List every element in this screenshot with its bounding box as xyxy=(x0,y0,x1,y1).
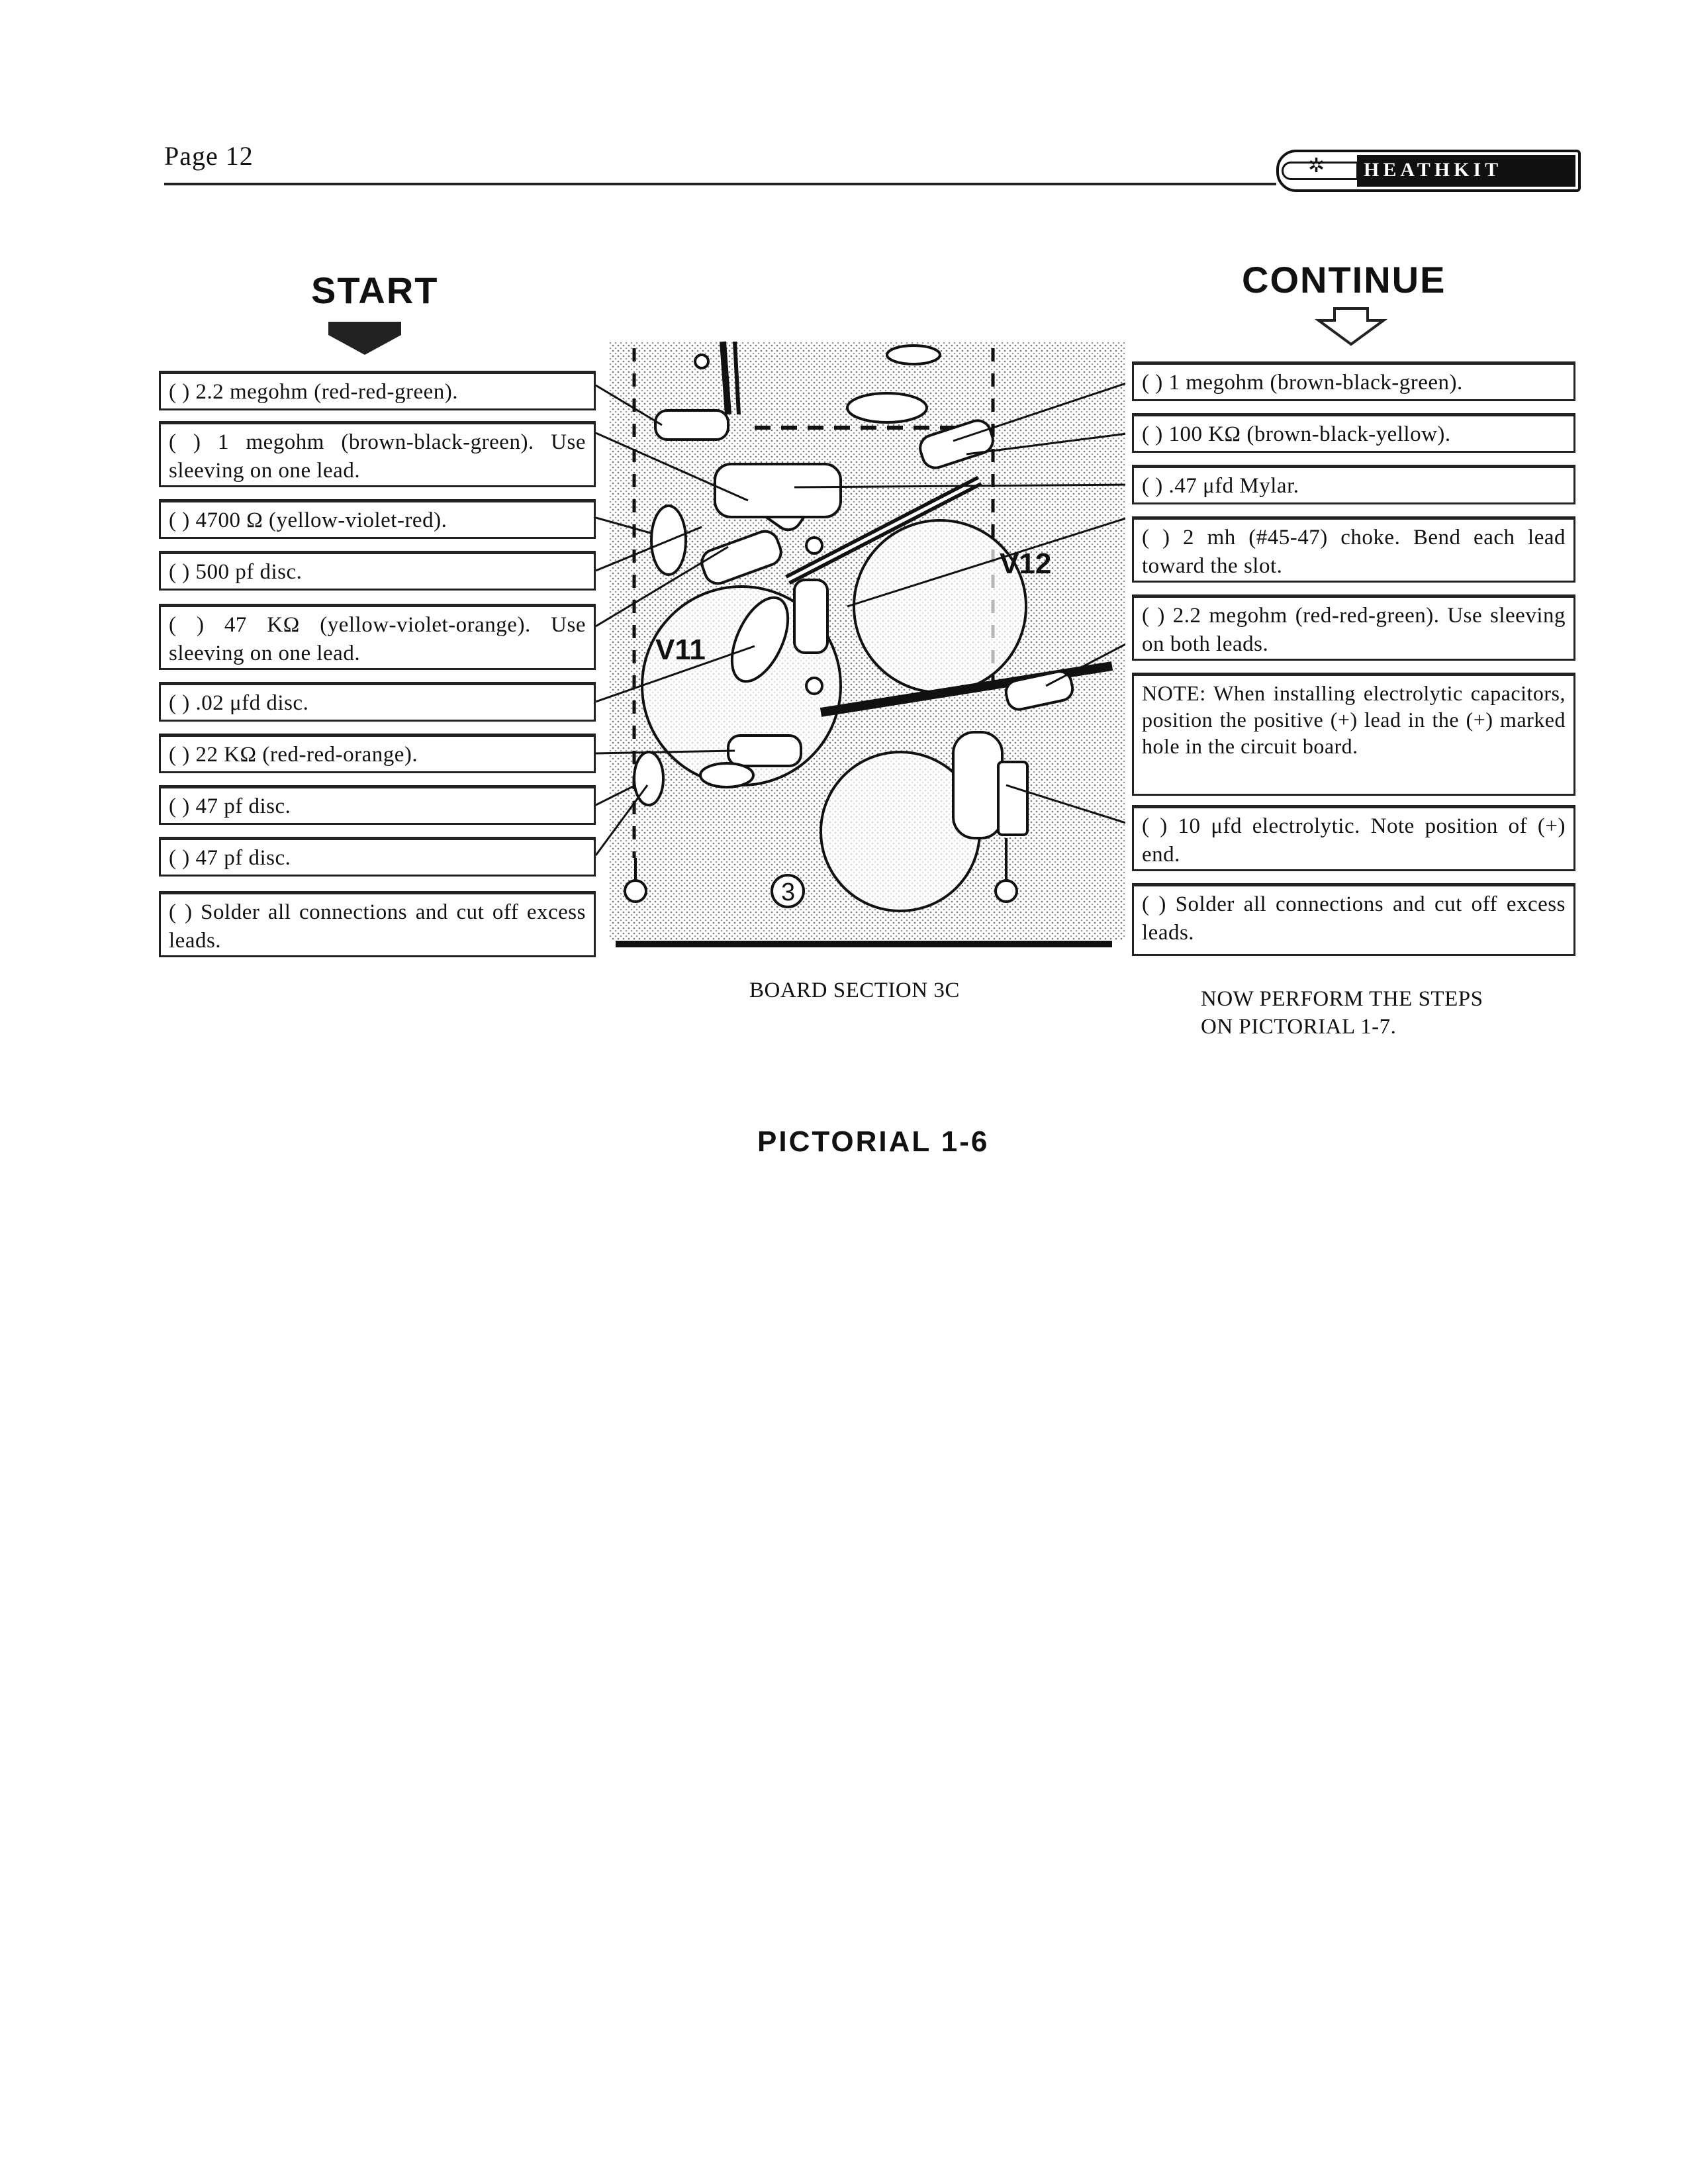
step-47-kohm[interactable]: ( ) 47 KΩ (yellow-violet-orange). Use sleeving on one lead. xyxy=(159,604,596,670)
step-47-ufd-mylar[interactable]: ( ) .47 μfd Mylar. xyxy=(1132,465,1575,504)
step-47-pf-disc-a[interactable]: ( ) 47 pf disc. xyxy=(159,785,596,825)
tube-label-v11: V11 xyxy=(655,634,706,666)
heathkit-logo xyxy=(1276,150,1581,192)
section-number: 3 xyxy=(781,878,796,906)
circuit-board-diagram xyxy=(596,328,1125,964)
step-500-pf-disc[interactable]: ( ) 500 pf disc. xyxy=(159,551,596,591)
page-number: Page 12 xyxy=(164,141,254,171)
note-electrolytic: NOTE: When installing electrolytic capacitors, position the positive (+) lead in the (+) marked hole in the circuit board. xyxy=(1132,673,1575,796)
step-1-megohm[interactable]: ( ) 1 megohm (brown-black-green). Use sleeving on one lead. xyxy=(159,421,596,487)
step-solder-left[interactable]: ( ) Solder all connections and cut off excess leads. xyxy=(159,891,596,957)
continue-heading: CONTINUE xyxy=(1242,259,1446,301)
tube-socket-v12 xyxy=(854,520,1026,692)
start-arrow-icon xyxy=(322,319,408,357)
step-solder-right[interactable]: ( ) Solder all connections and cut off excess leads. xyxy=(1132,883,1575,956)
logo-text: HEATHKIT xyxy=(1364,159,1503,181)
header-rule xyxy=(164,183,1276,185)
step-2-mh-choke[interactable]: ( ) 2 mh (#45-47) choke. Bend each lead toward the slot. xyxy=(1132,516,1575,583)
tube-label-v12: V12 xyxy=(1000,547,1052,580)
step-2-2-megohm[interactable]: ( ) 2.2 megohm (red-red-green). xyxy=(159,371,596,410)
step-100-kohm[interactable]: ( ) 100 KΩ (brown-black-yellow). xyxy=(1132,413,1575,453)
start-heading: START xyxy=(311,269,439,311)
next-instruction xyxy=(1201,985,1483,1041)
next-instruction-line-2: ON PICTORIAL 1-7. xyxy=(1201,1015,1397,1039)
figure-title: PICTORIAL 1-6 xyxy=(757,1125,990,1158)
next-instruction-line-1: NOW PERFORM THE STEPS xyxy=(1201,987,1483,1011)
board-section-caption: BOARD SECTION 3C xyxy=(749,978,960,1002)
step-02-ufd-disc[interactable]: ( ) .02 μfd disc. xyxy=(159,682,596,722)
continue-arrow-icon xyxy=(1315,306,1387,348)
step-47-pf-disc-b[interactable]: ( ) 47 pf disc. xyxy=(159,837,596,877)
step-22-kohm[interactable]: ( ) 22 KΩ (red-red-orange). xyxy=(159,734,596,773)
step-10-ufd-electrolytic[interactable]: ( ) 10 μfd electrolytic. Note position of (+) end. xyxy=(1132,805,1575,871)
atom-icon: ✲ xyxy=(1308,155,1325,177)
step-2-2-megohm-right[interactable]: ( ) 2.2 megohm (red-red-green). Use sleeving on both leads. xyxy=(1132,594,1575,661)
step-4700-ohm[interactable]: ( ) 4700 Ω (yellow-violet-red). xyxy=(159,499,596,539)
step-1-megohm-right[interactable]: ( ) 1 megohm (brown-black-green). xyxy=(1132,361,1575,401)
